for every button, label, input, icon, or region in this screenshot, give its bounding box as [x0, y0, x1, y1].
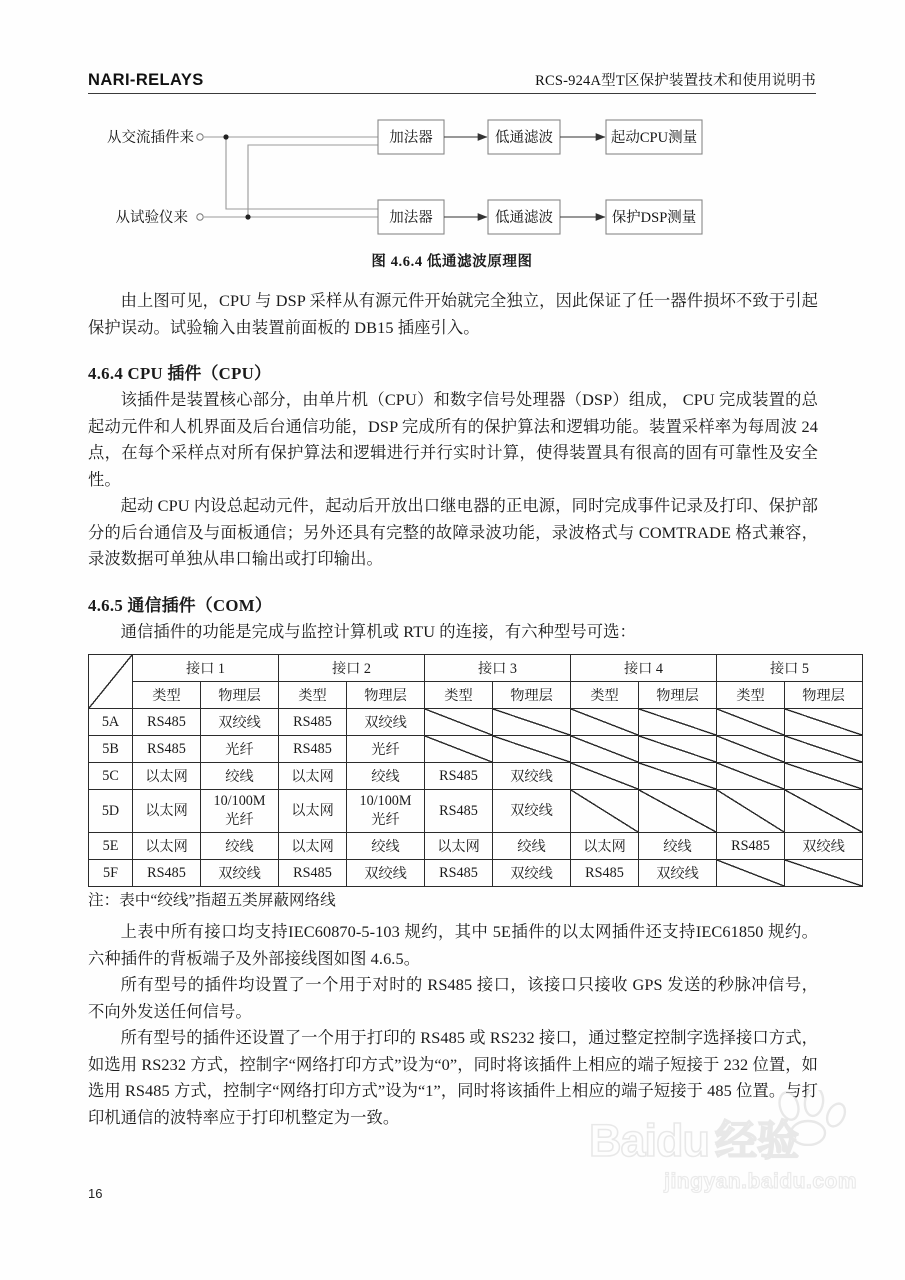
table-cell: 以太网 [133, 763, 201, 790]
table-cell: 以太网 [571, 833, 639, 860]
paragraph-464-2: 起动 CPU 内设总起动元件，起动后开放出口继电器的正电源，同时完成事件记录及打印、保护部分的后台通信及与面板通信；另外还具有完整的故障录波功能，录波格式与 COMTRADE 格式兼容，录波数据可单独从串口输出或打印输出。 [88, 496, 818, 568]
table-corner-cell [89, 655, 133, 709]
table-cell: RS485 [133, 860, 201, 887]
table-row-label: 5B [89, 736, 133, 763]
paragraph-465-1: 通信插件的功能是完成与监控计算机或 RTU 的连接，有六种型号可选： [120, 621, 636, 641]
table-cell: 双绞线 [785, 833, 863, 860]
table-subheader-type-3: 类型 [425, 682, 493, 709]
paragraph-465-4: 所有型号的插件还设置了一个用于打印的 RS485 或 RS232 接口，通过整定控制字选择接口方式，如选用 RS232 方式，控制字“网络打印方式”设为“0”，同时将该插件上相应的端子短接于 232 位置，如选用 RS485 方式，控制字“网络打印方式”设为“1”，同时将该插件上相应的端子短接于 485 位置。与打印机通信的波特率应于打印机整定为一致。 [88, 1028, 818, 1127]
table-cell: RS485 [571, 860, 639, 887]
table-subheader-phy-4: 物理层 [639, 682, 717, 709]
table-cell: 绞线 [201, 763, 279, 790]
paragraph-465-2: 上表中所有接口均支持IEC60870-5-103 规约，其中 5E插件的以太网插件还支持IEC61850 规约。六种插件的背板端子及外部接线图如图 4.6.5。 [88, 922, 818, 968]
table-body [89, 709, 863, 887]
terminal-icon-bottom [197, 214, 203, 220]
page-number: 16 [88, 1186, 103, 1201]
table-cell: 以太网 [279, 763, 347, 790]
table-cell-empty [639, 709, 717, 736]
table-cell: RS485 [133, 736, 201, 763]
document-content [88, 288, 845, 1131]
table-cell: RS485 [133, 709, 201, 736]
table-row-label: 5D [89, 790, 133, 833]
table-subheader-type-1: 类型 [133, 682, 201, 709]
table-cell: 双绞线 [493, 860, 571, 887]
table-cell: 双绞线 [493, 763, 571, 790]
diagram-svg [88, 110, 816, 270]
table-cell: 以太网 [279, 833, 347, 860]
section-heading-464: 4.6.4 CPU 插件（CPU） [88, 364, 272, 383]
table-cell: 双绞线 [347, 860, 425, 887]
page-header [88, 58, 816, 94]
block-label-startup-cpu: 起动CPU测量 [610, 130, 698, 146]
table-row [89, 833, 863, 860]
paragraph-464-1: 该插件是装置核心部分，由单片机（CPU）和数字信号处理器（DSP）组成， CPU 完成装置的总起动元件和人机界面及后台通信功能，DSP 完成所有的保护算法和逻辑功能。装置采样率为每周波 24 点，在每个采样点对所有保护算法和逻辑进行并行实时计算，使得装置具有很高的固有可靠性及安全性。 [88, 390, 818, 489]
terminal-icon-top [197, 134, 203, 140]
table-cell: 双绞线 [347, 709, 425, 736]
block-label-lowpass-top: 低通滤波 [495, 130, 553, 146]
table-cell-empty [571, 763, 639, 790]
table-row-label: 5A [89, 709, 133, 736]
table-cell-empty [717, 736, 785, 763]
table-cell: 以太网 [133, 790, 201, 833]
table-cell: 绞线 [201, 833, 279, 860]
table-row [89, 736, 863, 763]
table-cell-empty [425, 709, 493, 736]
table-cell-empty [717, 790, 785, 833]
table-row-label: 5F [89, 860, 133, 887]
table-cell: 双绞线 [493, 790, 571, 833]
table-header-interface-4: 接口 4 [571, 655, 717, 682]
table-subheader-type-4: 类型 [571, 682, 639, 709]
table-subheader-phy-3: 物理层 [493, 682, 571, 709]
block-label-adder-bottom: 加法器 [389, 210, 433, 226]
table-cell: RS485 [279, 736, 347, 763]
table-subheader-phy-1: 物理层 [201, 682, 279, 709]
table-header-interface-1: 接口 1 [133, 655, 279, 682]
watermark-suffix: 经验 [715, 1117, 800, 1164]
table-subheader-type-2: 类型 [279, 682, 347, 709]
baidu-watermark [589, 1116, 857, 1244]
table-cell-empty [493, 709, 571, 736]
table-cell: 双绞线 [201, 860, 279, 887]
block-label-adder-top: 加法器 [389, 130, 433, 146]
table-row [89, 790, 863, 833]
table-row [89, 860, 863, 887]
table-cell-empty [571, 790, 639, 833]
figure-lowpass-diagram [88, 110, 816, 270]
table-header-row-interfaces [89, 655, 863, 682]
table-cell: 绞线 [347, 763, 425, 790]
table-row [89, 709, 863, 736]
table-cell-empty [571, 709, 639, 736]
table-cell: 双绞线 [639, 860, 717, 887]
table-row [89, 763, 863, 790]
table-cell: 绞线 [639, 833, 717, 860]
table-head [89, 655, 863, 709]
table-cell: 以太网 [425, 833, 493, 860]
table-cell: 10/100M 光纤 [347, 790, 425, 833]
table-header-interface-2: 接口 2 [279, 655, 425, 682]
input-label-tester: 从试验仪来 [115, 210, 188, 226]
table-cell: 光纤 [201, 736, 279, 763]
paragraph-465-3: 所有型号的插件均设置了一个用于对时的 RS485 接口，该接口只接收 GPS 发送的秒脉冲信号，不向外发送任何信号。 [88, 975, 818, 1021]
table-cell: 以太网 [133, 833, 201, 860]
table-cell-empty [639, 736, 717, 763]
table-cell: RS485 [717, 833, 785, 860]
table-row-label: 5C [89, 763, 133, 790]
table-row-label: 5E [89, 833, 133, 860]
table-cell-empty [785, 709, 863, 736]
communication-plugin-table-wrapper [88, 654, 845, 913]
table-cell: 以太网 [279, 790, 347, 833]
table-cell: 10/100M 光纤 [201, 790, 279, 833]
paragraph-after-figure: 由上图可见，CPU 与 DSP 采样从有源元件开始就完全独立，因此保证了任一器件损坏不致于引起保护误动。试验输入由装置前面板的 DB15 插座引入。 [88, 291, 818, 337]
table-cell-empty [785, 763, 863, 790]
figure-caption: 图 4.6.4 低通滤波原理图 [371, 254, 533, 270]
table-subheader-type-5: 类型 [717, 682, 785, 709]
table-cell: RS485 [425, 860, 493, 887]
table-cell-empty [785, 736, 863, 763]
table-cell: RS485 [279, 860, 347, 887]
table-cell-empty [717, 763, 785, 790]
table-cell-empty [571, 736, 639, 763]
table-cell-empty [717, 860, 785, 887]
table-cell-empty [493, 736, 571, 763]
junction-dot-bottom [245, 214, 250, 219]
table-header-interface-5: 接口 5 [717, 655, 863, 682]
table-subheader-phy-5: 物理层 [785, 682, 863, 709]
table-cell-empty [425, 736, 493, 763]
watermark-url: jingyan.baidu.com [664, 1170, 857, 1193]
company-logo-text: NARI-RELAYS [88, 71, 204, 89]
block-label-lowpass-bottom: 低通滤波 [495, 210, 553, 226]
junction-dot-top [223, 134, 228, 139]
header-document-title: RCS-924A型T区保护装置技术和使用说明书 [535, 73, 816, 89]
table-cell-empty [639, 763, 717, 790]
table-cell: 绞线 [347, 833, 425, 860]
table-cell-empty [785, 860, 863, 887]
table-cell-empty [717, 709, 785, 736]
table-cell-empty [785, 790, 863, 833]
block-label-protect-dsp: 保护DSP测量 [611, 210, 697, 226]
table-header-row-subheaders [89, 682, 863, 709]
table-cell: 光纤 [347, 736, 425, 763]
table-header-interface-3: 接口 3 [425, 655, 571, 682]
table-cell: RS485 [279, 709, 347, 736]
table-cell: 绞线 [493, 833, 571, 860]
table-cell: 双绞线 [201, 709, 279, 736]
input-label-ac-plugin: 从交流插件来 [107, 130, 194, 146]
communication-plugin-table [88, 654, 863, 887]
table-cell: RS485 [425, 763, 493, 790]
table-note: 注：表中“绞线”指超五类屏蔽网络线 [88, 892, 336, 909]
table-cell: RS485 [425, 790, 493, 833]
watermark-brand: Baidu [589, 1115, 710, 1166]
table-cell-empty [639, 790, 717, 833]
table-subheader-phy-2: 物理层 [347, 682, 425, 709]
section-heading-465: 4.6.5 通信插件（COM） [88, 595, 272, 615]
